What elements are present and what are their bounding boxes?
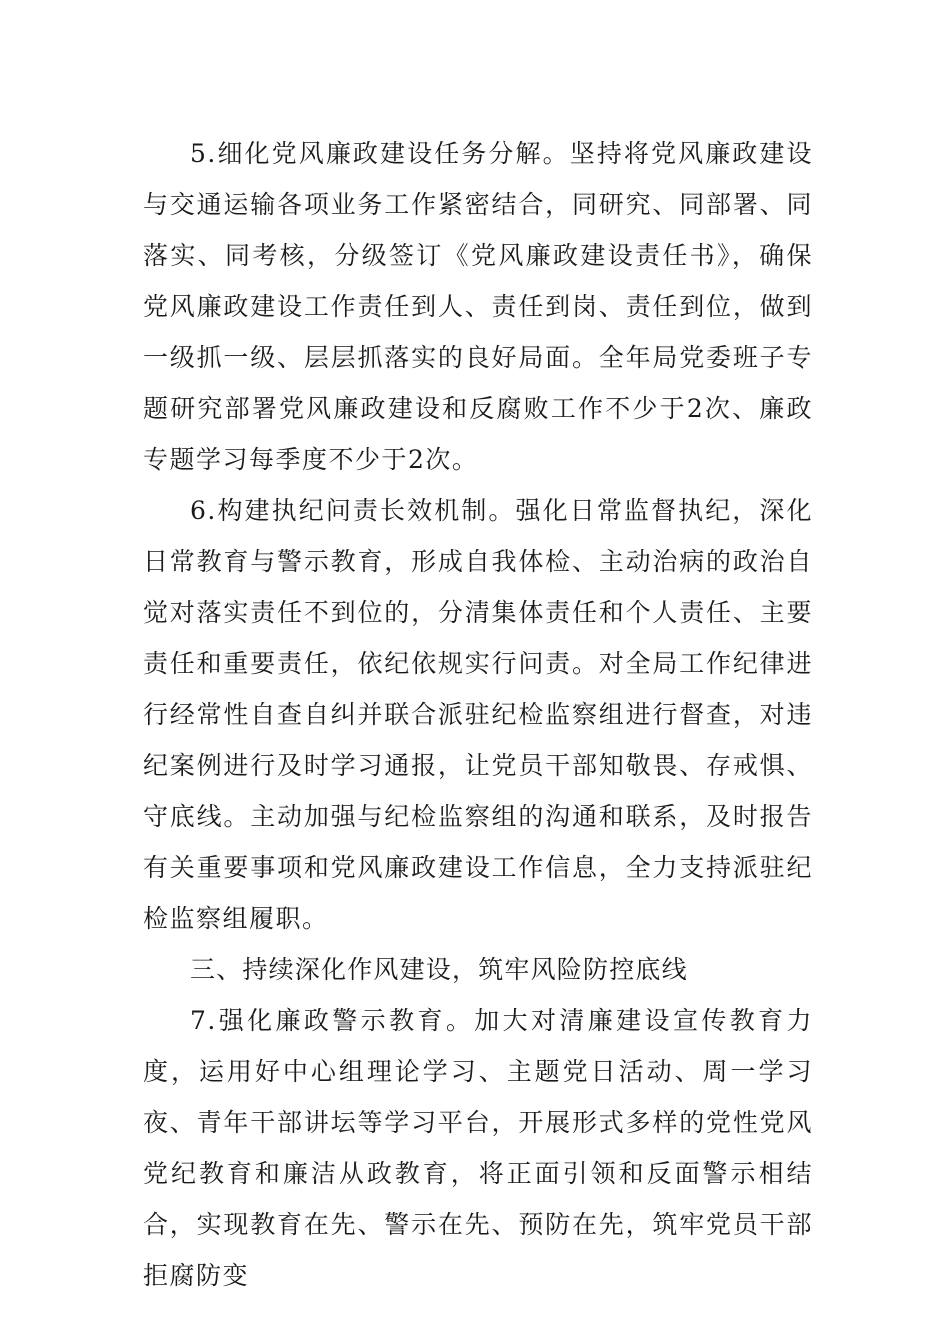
paragraph-item-6: 6.构建执纪问责长效机制。强化日常监督执纪，深化日常教育与警示教育，形成自我体检、主动治病的政治自觉对落实责任不到位的，分清集体责任和个人责任、主要责任和重要责任，依纪依规实行问责。对全局工作纪律进行经常性自查自纠并联合派驻纪检监察组进行督查，对违纪案例进行及时学习通报，让党员干部知敬畏、存戒惧、守底线。主动加强与纪检监察组的沟通和联系，及时报告有关重要事项和党风廉政建设工作信息，全力支持派驻纪检监察组履职。 [143, 496, 813, 933]
paragraph-item-5: 5.细化党风廉政建设任务分解。坚持将党风廉政建设与交通运输各项业务工作紧密结合，同研究、同部署、同落实、同考核，分级签订《党风廉政建设责任书》，确保党风廉政建设工作责任到人、责任到岗、责任到位，做到一级抓一级、层层抓落实的良好局面。全年局党委班子专题研究部署党风廉政建设和反腐败工作不少于2次、廉政专题学习每季度不少于2次。 [143, 139, 813, 474]
section-heading-3: 三、持续深化作风建设，筑牢风险防控底线 [190, 955, 688, 984]
paragraph-item-7: 7.强化廉政警示教育。加大对清廉建设宣传教育力度，运用好中心组理论学习、主题党日活动、周一学习夜、青年干部讲坛等学习平台，开展形式多样的党性党风党纪教育和廉洁从政教育，将正面引领和反面警示相结合，实现教育在先、警示在先、预防在先，筑牢党员干部拒腐防变 [143, 1006, 813, 1290]
document-body [143, 128, 813, 1301]
